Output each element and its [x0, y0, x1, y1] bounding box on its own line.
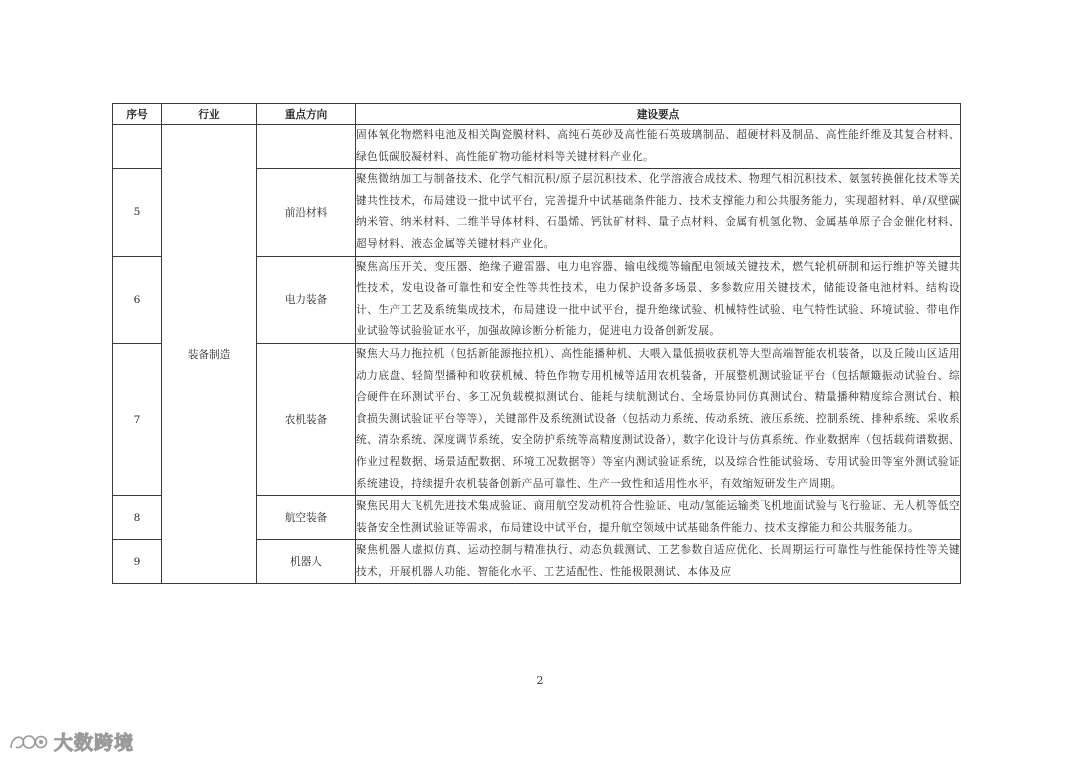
cell-direction: 前沿材料 [257, 169, 356, 256]
cell-serial: 6 [113, 256, 162, 343]
table-row-continued [113, 125, 961, 169]
cell-key-points: 聚焦微纳加工与制备技术、化学气相沉积/原子层沉积技术、化学溶液合成技术、物理气相沉积技术、氨氢转换催化技术等关键共性技术，布局建设一批中试平台，完善提升中试基础条件能力、技术支撑能力和公共服务能力，实现超材料、单/双壁碳纳米管、纳米材料、二维半导体材料、石墨烯、钙钛矿材料、量子点材料、金属有机氢化物、金属基单原子合金催化材料、超导材料、液态金属等关键材料产业化。 [356, 169, 961, 256]
dashujujing-logo-icon [8, 730, 48, 754]
cell-key-points: 聚焦高压开关、变压器、绝缘子避雷器、电力电容器、输电线缆等输配电领域关键技术，燃气轮机研制和运行维护等关键共性技术，发电设备可靠性和安全性等共性技术，电力保护设备多场景、多参数应用关键技术，储能设备电池材料、结构设计、生产工艺及系统集成技术，布局建设一批中试平台，提升绝缘试验、机械特性试验、电气特性试验、环境试验、带电作业试验等试验验证水平，加强故障诊断分析能力，促进电力设备创新发展。 [356, 256, 961, 343]
cell-key-points: 聚焦民用大飞机先进技术集成验证、商用航空发动机符合性验证、电动/氢能运输类飞机地面试验与飞行验证、无人机等低空装备安全性测试验证等需求，布局建设中试平台，提升航空领域中试基础条件能力、技术支撑能力和公共服务能力。 [356, 496, 961, 540]
cell-serial-empty [113, 125, 162, 169]
cell-direction: 电力装备 [257, 256, 356, 343]
header-key-points: 建设要点 [356, 104, 961, 125]
cell-industry: 装备制造 [162, 125, 257, 584]
cell-direction: 机器人 [257, 540, 356, 584]
header-direction: 重点方向 [257, 104, 356, 125]
cell-key-points: 聚焦机器人虚拟仿真、运动控制与精准执行、动态负载测试、工艺参数自适应优化、长周期运行可靠性与性能保持性等关键技术，开展机器人功能、智能化水平、工艺适配性、性能极限测试、本体及应 [356, 540, 961, 584]
watermark-text: 大数跨境 [54, 732, 135, 754]
page-number: 2 [536, 674, 544, 687]
cell-serial: 7 [113, 343, 162, 495]
key-points-table [112, 103, 961, 584]
cell-direction: 航空装备 [257, 496, 356, 540]
cell-key-points: 聚焦大马力拖拉机（包括新能源拖拉机）、高性能播种机、大喂入量低损收获机等大型高端智能农机装备，以及丘陵山区适用动力底盘、轻简型播种和收获机械、特色作物专用机械等适用农机装备，开展整机测试验证平台（包括颠簸振动试验台、综合硬件在环测试平台、多工况负载模拟测试台、能耗与续航测试台、全场景协同仿真测试台、精量播种精度综合测试台、粮食损失测试验证平台等等），关键部件及系统测试设备（包括动力系统、传动系统、液压系统、控制系统、排种系统、采收系统、清杂系统、深度调节系统、安全防护系统等高精度测试设备），数字化设计与仿真系统、作业数据库（包括载荷谱数据、作业过程数据、场景适配数据、环境工况数据等）等室内测试验证系统，以及综合性能试验场、专用试验田等室外测试验证系统建设，持续提升农机装备创新产品可靠性、生产一致性和适用性水平，有效缩短研发生产周期。 [356, 343, 961, 495]
cell-key-points: 固体氧化物燃料电池及相关陶瓷膜材料、高纯石英砂及高性能石英玻璃制品、超硬材料及制品、高性能纤维及其复合材料、绿色低碳胶凝材料、高性能矿物功能材料等关键材料产业化。 [356, 125, 961, 169]
header-industry: 行业 [162, 104, 257, 125]
cell-direction-empty [257, 125, 356, 169]
cell-serial: 9 [113, 540, 162, 584]
header-serial: 序号 [113, 104, 162, 125]
cell-serial: 8 [113, 496, 162, 540]
cell-serial: 5 [113, 169, 162, 256]
cell-direction: 农机装备 [257, 343, 356, 495]
table-header-row [113, 104, 961, 125]
watermark [8, 728, 134, 755]
